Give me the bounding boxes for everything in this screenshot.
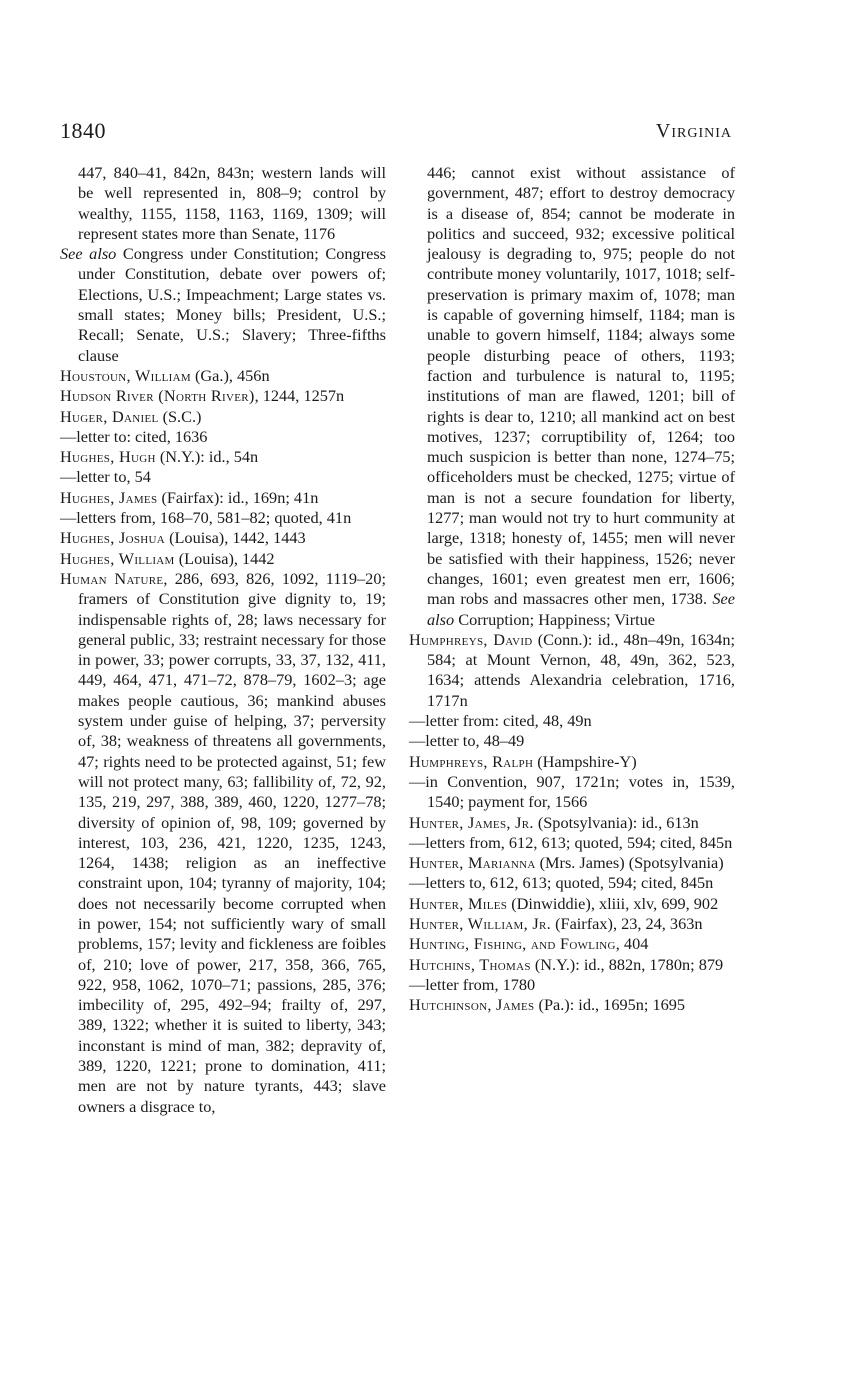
entry-heading: Hughes, James — [60, 487, 158, 507]
entry-heading: Hunter, William, Jr. — [409, 913, 552, 933]
see-also-refs: Corruption; Happiness; Virtue — [454, 609, 656, 629]
index-entry — [409, 934, 735, 954]
index-subentry — [60, 467, 386, 487]
entry-text: —letters to, 612, 613; quoted, 594; cited, 845n — [409, 873, 714, 893]
index-entry — [409, 894, 735, 914]
entry-text: , 1244, 1257n — [254, 386, 345, 406]
entry-text: , 404 — [615, 934, 649, 954]
entry-text: —letters from, 612, 613; quoted, 594; cited, 845n — [409, 832, 733, 852]
entry-text: —letter to: cited, 1636 — [60, 426, 208, 446]
entry-text: 447, 840–41, 842n, 843n; western lands will be well represented in, 808–9; control by wealthy, 1155, 1158, 1163, 1169, 1309; will represent states more than Senate, 1176 — [78, 163, 386, 243]
index-entry — [60, 488, 386, 508]
see-also-label: See also — [60, 244, 117, 264]
see-also-refs: Congress under Constitution; Congress under Constitution, debate over powers of; Elections, U.S.; Impeachment; Large states vs. small states; Money bills; President, U.S.; Recall; Senate, U.S.; Slavery; Three-fifths clause — [78, 244, 386, 365]
entry-heading: Humphreys, David — [409, 629, 533, 649]
entry-heading: Hunter, Miles — [409, 893, 508, 913]
entry-text: —letter from: cited, 48, 49n — [409, 711, 592, 731]
entry-heading: Hudson River (North River) — [60, 386, 255, 406]
entry-text: (Louisa), 1442, 1443 — [165, 528, 306, 548]
running-head: Virginia — [655, 120, 732, 142]
index-subentry — [60, 427, 386, 447]
entry-heading: Hughes, Joshua — [60, 528, 165, 548]
index-entry — [409, 955, 735, 975]
index-entry — [60, 569, 386, 1117]
index-entry — [409, 752, 735, 772]
entry-text: (S.C.) — [158, 406, 202, 426]
index-entry — [409, 995, 735, 1015]
index-subentry — [60, 508, 386, 528]
entry-text: —letters from, 168–70, 581–82; quoted, 41n — [60, 508, 352, 528]
index-subentry — [409, 711, 735, 731]
entry-heading: Hunter, Marianna — [409, 853, 536, 873]
entry-text: (Louisa), 1442 — [174, 548, 275, 568]
index-entry — [60, 528, 386, 548]
see-also-label: See also — [427, 589, 735, 629]
entry-text: —letter to, 54 — [60, 467, 151, 487]
index-subentry — [409, 975, 735, 995]
index-entry — [409, 630, 735, 711]
entry-text: (Hampshire-Y) — [533, 751, 637, 771]
entry-heading: Human Nature — [60, 568, 164, 588]
index-entry-continuation — [60, 163, 386, 244]
index-entry — [60, 366, 386, 386]
entry-heading: Houstoun, William — [60, 365, 191, 385]
entry-text: (Mrs. James) (Spotsylvania) — [535, 853, 724, 873]
entry-heading: Hughes, William — [60, 548, 175, 568]
entry-heading: Humphreys, Ralph — [409, 751, 534, 771]
entry-text: —letter to, 48–49 — [409, 731, 525, 751]
index-entry — [409, 853, 735, 873]
entry-heading: Hunter, James, Jr. — [409, 812, 534, 832]
entry-text: (Fairfax): id., 169n; 41n — [157, 487, 319, 507]
entry-text: —in Convention, 907, 1721n; votes in, 1539, 1540; payment for, 1566 — [409, 771, 735, 812]
entry-text: (Spotsylvania): id., 613n — [533, 812, 699, 832]
entry-text: 446; cannot exist without assistance of government, 487; effort to destroy democracy is a disease of, 854; cannot be moderate in politics and succeed, 932; excessive political jealousy is degrading to, 975; people do not contribute money voluntarily, 1017, 1018; self-preservation is primary maxim of, 1078; man is capable of governing himself, 1184; man is unable to govern himself, 1184; always some people disturbing peace of others, 1193; faction and turbulence is natural to, 1195; institutions of man are flawed, 1201; bill of rights is dear to, 1210; all mankind act on best motives, 1237; corruptibility of, 1264; too much suspicion is better than none, 1274–75; officeholders must be checked, 1275; virtue of man is not a secure foundation for liberty, 1277; man would not try to hurt community at large, 1318; honesty of, 1455; men will never be satisfied with their happiness, 1526; never changes, 1601; even greatest men err, 1606; man robs and massacres other men, 1738. — [427, 163, 735, 609]
index-column-right — [409, 163, 735, 1015]
index-subentry — [409, 873, 735, 893]
entry-heading: Hunting, Fishing, and Fowling — [409, 934, 616, 954]
index-entry-continuation — [409, 163, 735, 630]
index-entry — [60, 386, 386, 406]
entry-heading: Hutchinson, James — [409, 995, 535, 1015]
index-entry — [409, 813, 735, 833]
index-entry — [60, 407, 386, 427]
index-see-also — [60, 244, 386, 366]
index-subentry — [409, 772, 735, 813]
entry-text: (Fairfax), 23, 24, 363n — [551, 913, 703, 933]
index-column-left — [60, 163, 386, 1117]
entry-text: —letter from, 1780 — [409, 974, 536, 994]
entry-text: (Conn.): id., 48n–49n, 1634n; 584; at Mount Vernon, 48, 49n, 362, 523, 1634; attends Alexandria celebration, 1716, 1717n — [427, 629, 735, 710]
index-entry — [60, 549, 386, 569]
entry-text: (Ga.), 456n — [190, 365, 270, 385]
page-number: 1840 — [60, 118, 106, 143]
index-entry — [60, 447, 386, 467]
entry-heading: Hughes, Hugh — [60, 447, 156, 467]
entry-heading: Huger, Daniel — [60, 406, 159, 426]
index-subentry — [409, 731, 735, 751]
index-subentry — [409, 833, 735, 853]
entry-text: (Pa.): id., 1695n; 1695 — [534, 995, 686, 1015]
entry-text: , 286, 693, 826, 1092, 1119–20; framers of Constitution give dignity to, 19; indispensable rights of, 28; laws necessary for general public, 33; restraint necessary for those in power, 33; power corrupts, 33, 37, 132, 411, 449, 464, 471, 471–72, 878–79, 1602–3; age makes people cautious, 36; mankind abuses system under guise of helping, 37; perversity of, 38; weakness of threatens all governments, 47; rights need to be protected against, 51; few will not protect many, 63; fallibility of, 72, 92, 135, 219, 297, 388, 389, 460, 1220, 1277–78; diversity of opinion of, 98, 109; governed by interest, 103, 236, 421, 1220, 1235, 1243, 1264, 1438; religion as an ineffective constraint upon, 104; tyranny of majority, 104; does not necessarily become corrupted when in power, 154; not sufficiently wary of small problems, 157; levity and fickleness are foibles of, 210; love of power, 217, 358, 366, 765, 922, 958, 1062, 1070–71; passions, 285, 376; imbecility of, 295, 492–94; frailty of, 297, 389, 1322; whether it is suited to liberty, 343; inconstant is mind of man, 382; depravity of, 389, 1220, 1221; prone to domination, 411; men are not by nature tyrants, 443; slave owners a disgrace to, — [78, 568, 386, 1116]
entry-text: (N.Y.): id., 882n, 1780n; 879 — [530, 954, 724, 974]
entry-text: (N.Y.): id., 54n — [155, 447, 259, 467]
index-entry — [409, 914, 735, 934]
entry-heading: Hutchins, Thomas — [409, 954, 531, 974]
entry-text: (Dinwiddie), xliii, xlv, 699, 902 — [507, 893, 719, 913]
